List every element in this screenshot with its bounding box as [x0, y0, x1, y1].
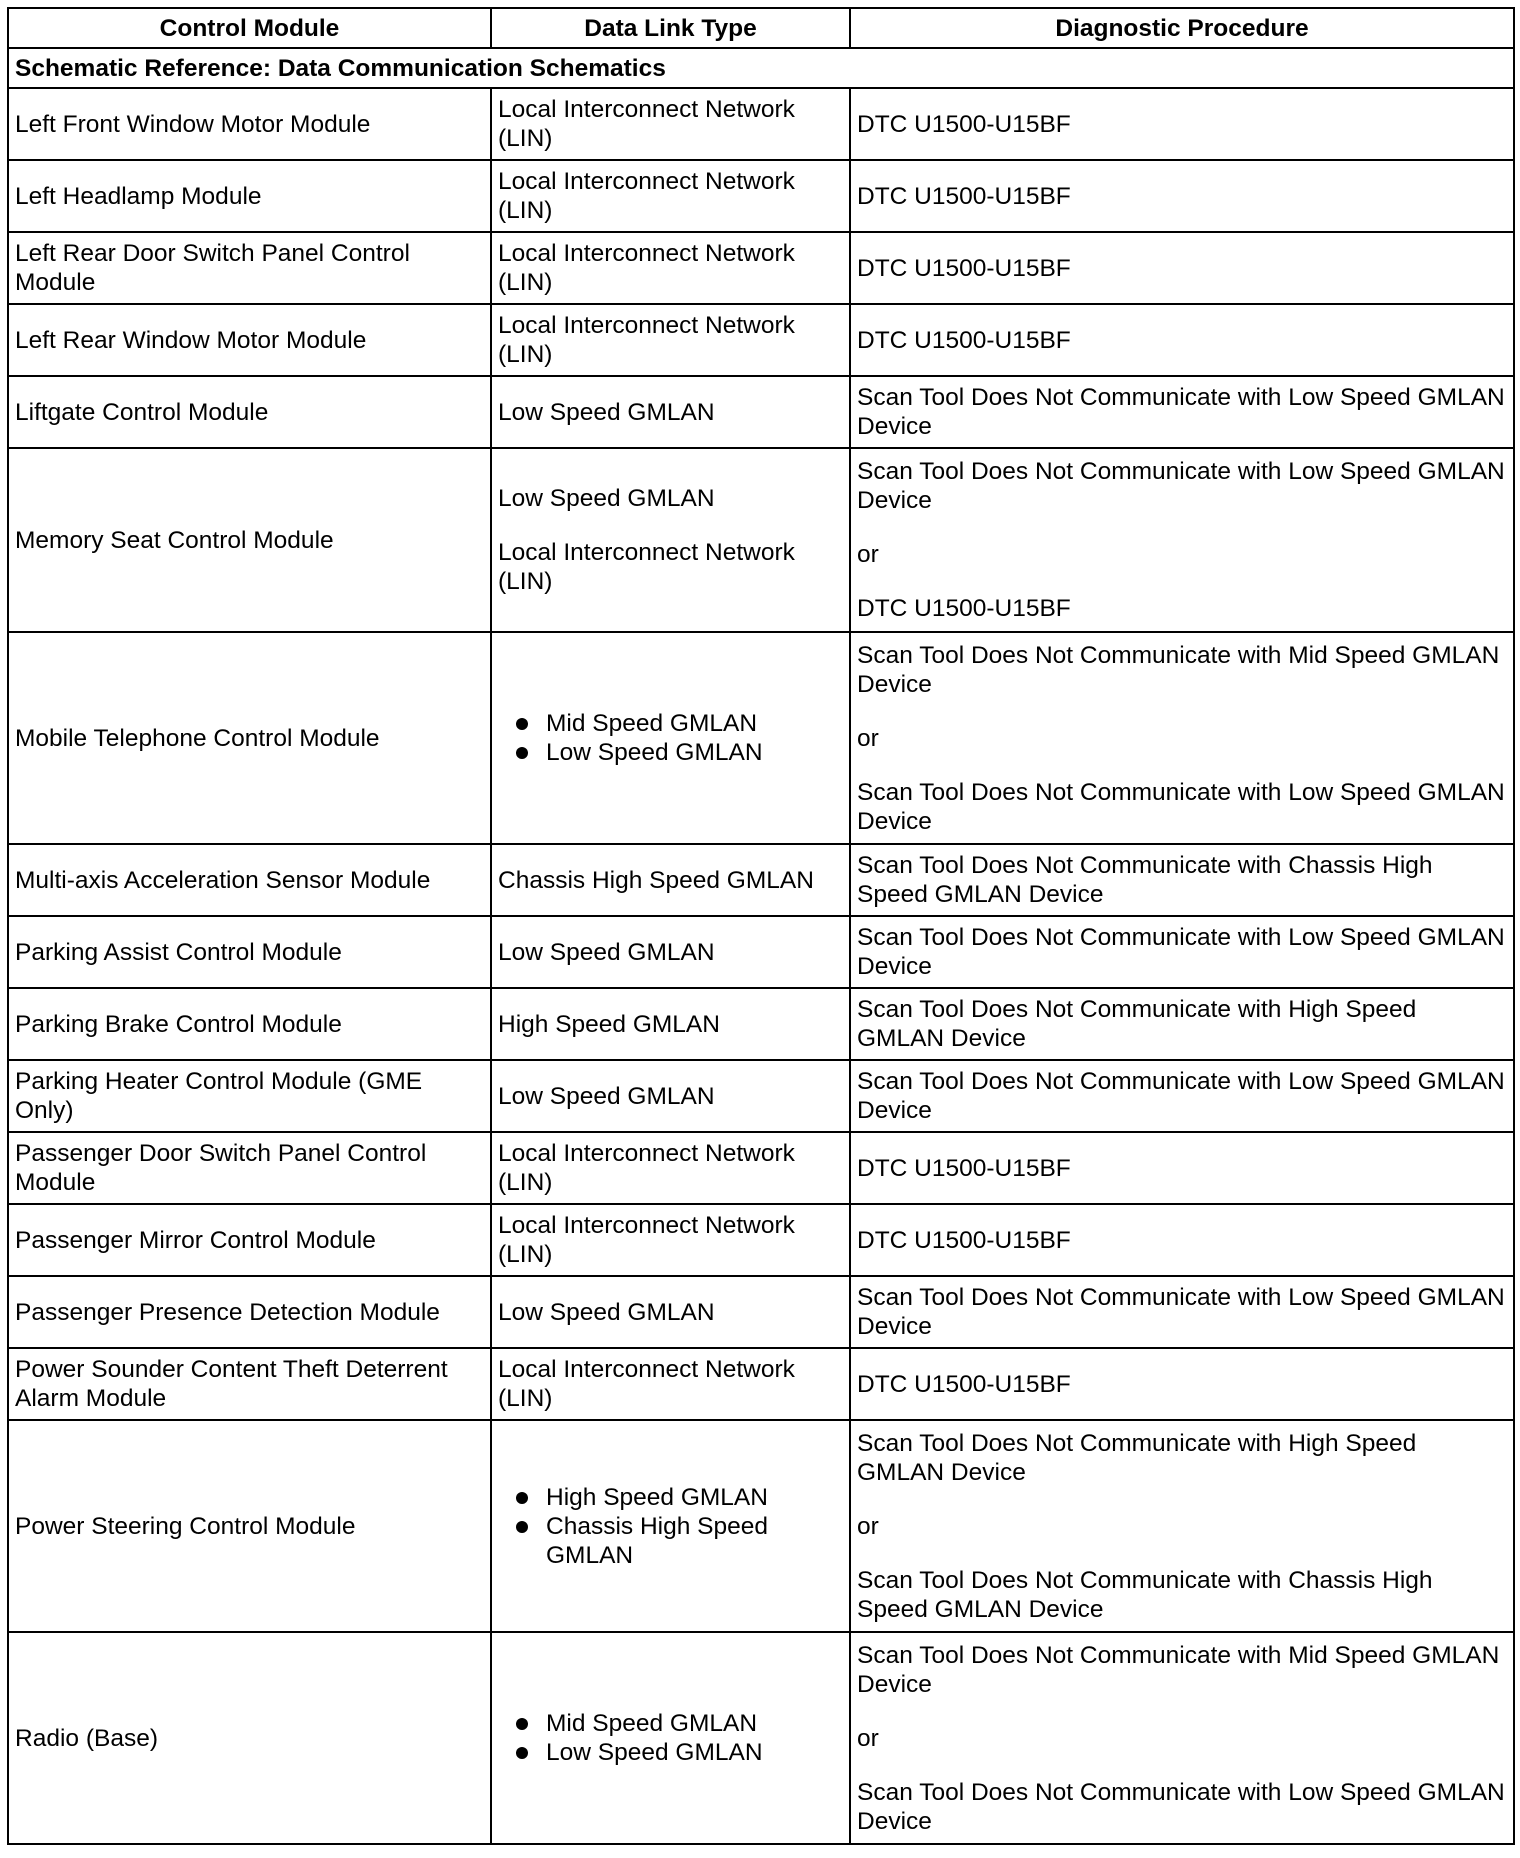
paragraph-gap: [857, 1699, 1507, 1724]
diagnostic-procedure-cell: DTC U1500-U15BF: [850, 304, 1514, 376]
control-module-cell: Parking Assist Control Module: [8, 916, 491, 988]
data-link-line: Low Speed GMLAN: [498, 485, 715, 512]
paragraph-gap: [498, 513, 843, 538]
table-row: [8, 1132, 1514, 1204]
table-row: [8, 448, 1514, 632]
control-module-cell: Left Rear Window Motor Module: [8, 304, 491, 376]
diagnostic-procedure-cell: Scan Tool Does Not Communicate with Low Speed GMLAN Device: [850, 916, 1514, 988]
data-link-type-cell: Low Speed GMLAN: [491, 1276, 850, 1348]
table-body: [8, 48, 1514, 1844]
procedure-paragraph: Scan Tool Does Not Communicate with Mid Speed GMLAN Device: [857, 641, 1500, 698]
diagnostic-procedure-cell: [850, 632, 1514, 844]
schematic-reference-row: [8, 48, 1514, 88]
header-diagnostic-procedure: Diagnostic Procedure: [850, 8, 1514, 48]
procedure-paragraph: Scan Tool Does Not Communicate with High Speed GMLAN Device: [857, 1429, 1417, 1486]
paragraph-gap: [857, 569, 1507, 594]
table-row: [8, 88, 1514, 160]
diagnostic-procedure-cell: DTC U1500-U15BF: [850, 232, 1514, 304]
data-link-type-cell: [491, 1632, 850, 1844]
table-row: [8, 1276, 1514, 1348]
paragraph-gap: [857, 753, 1507, 778]
schematic-reference: Schematic Reference: Data Communication Schematics: [8, 48, 1514, 88]
table-row: [8, 1204, 1514, 1276]
diagnostic-procedure-cell: Scan Tool Does Not Communicate with Low Speed GMLAN Device: [850, 1060, 1514, 1132]
control-module-cell: Liftgate Control Module: [8, 376, 491, 448]
procedure-paragraph: Scan Tool Does Not Communicate with Chassis High Speed GMLAN Device: [857, 1566, 1433, 1623]
table-row: [8, 988, 1514, 1060]
data-link-type-cell: Chassis High Speed GMLAN: [491, 844, 850, 916]
diagnostic-procedure-cell: DTC U1500-U15BF: [850, 1348, 1514, 1420]
paragraph-gap: [857, 699, 1507, 724]
diagnostic-procedure-cell: [850, 1420, 1514, 1632]
table-row: [8, 1632, 1514, 1844]
procedure-paragraph: Scan Tool Does Not Communicate with Low Speed GMLAN Device: [857, 1778, 1505, 1835]
data-link-bullet: Low Speed GMLAN: [498, 738, 843, 767]
table-row: [8, 304, 1514, 376]
procedure-paragraph: or: [857, 1724, 879, 1752]
control-module-cell: Left Headlamp Module: [8, 160, 491, 232]
control-module-cell: Parking Heater Control Module (GME Only): [8, 1060, 491, 1132]
control-module-cell: Radio (Base): [8, 1632, 491, 1844]
control-module-cell: Left Front Window Motor Module: [8, 88, 491, 160]
table-row: [8, 232, 1514, 304]
diagnostic-procedure-cell: [850, 1632, 1514, 1844]
control-module-cell: Multi-axis Acceleration Sensor Module: [8, 844, 491, 916]
diagnostic-procedure-cell: DTC U1500-U15BF: [850, 88, 1514, 160]
procedure-paragraph: Scan Tool Does Not Communicate with Low Speed GMLAN Device: [857, 778, 1505, 835]
data-link-type-cell: Local Interconnect Network (LIN): [491, 232, 850, 304]
data-link-type-cell: High Speed GMLAN: [491, 988, 850, 1060]
data-link-bullet: Mid Speed GMLAN: [498, 709, 843, 738]
procedure-paragraph: or: [857, 541, 879, 568]
data-link-type-cell: Local Interconnect Network (LIN): [491, 1132, 850, 1204]
data-link-bullet: Mid Speed GMLAN: [498, 1709, 843, 1738]
data-link-bullet: Chassis High Speed GMLAN: [498, 1512, 843, 1570]
data-link-line: Local Interconnect Network (LIN): [498, 539, 795, 595]
data-link-bullet-list: [498, 1483, 843, 1570]
data-link-type-cell: Low Speed GMLAN: [491, 376, 850, 448]
control-module-cell: Power Sounder Content Theft Deterrent Alarm Module: [8, 1348, 491, 1420]
data-link-type-cell: [491, 632, 850, 844]
data-link-bullet: High Speed GMLAN: [498, 1483, 843, 1512]
paragraph-gap: [857, 1541, 1507, 1566]
diagnostic-procedure-cell: Scan Tool Does Not Communicate with Low Speed GMLAN Device: [850, 1276, 1514, 1348]
control-module-cell: Mobile Telephone Control Module: [8, 632, 491, 844]
data-link-type-cell: Local Interconnect Network (LIN): [491, 1348, 850, 1420]
diagnostic-procedure-cell: Scan Tool Does Not Communicate with High Speed GMLAN Device: [850, 988, 1514, 1060]
control-module-cell: Left Rear Door Switch Panel Control Module: [8, 232, 491, 304]
table-row: [8, 844, 1514, 916]
table-header-row: [8, 8, 1514, 48]
data-link-bullet: Low Speed GMLAN: [498, 1738, 843, 1767]
diagnostic-procedure-cell: DTC U1500-U15BF: [850, 160, 1514, 232]
control-module-cell: Passenger Mirror Control Module: [8, 1204, 491, 1276]
paragraph-gap: [857, 515, 1507, 540]
table-row: [8, 1060, 1514, 1132]
control-module-cell: Passenger Presence Detection Module: [8, 1276, 491, 1348]
control-module-cell: Power Steering Control Module: [8, 1420, 491, 1632]
data-link-type-cell: [491, 1420, 850, 1632]
header-data-link-type: Data Link Type: [491, 8, 850, 48]
control-module-cell: Parking Brake Control Module: [8, 988, 491, 1060]
diagnostic-procedure-cell: DTC U1500-U15BF: [850, 1132, 1514, 1204]
procedure-paragraph: or: [857, 1512, 879, 1540]
diagnostic-procedure-cell: DTC U1500-U15BF: [850, 1204, 1514, 1276]
diagnostic-procedure-cell: [850, 448, 1514, 632]
data-link-bullet-list: [498, 709, 843, 767]
data-link-type-cell: Local Interconnect Network (LIN): [491, 160, 850, 232]
table-row: [8, 1348, 1514, 1420]
data-link-type-cell: Local Interconnect Network (LIN): [491, 88, 850, 160]
diagnostic-procedure-cell: Scan Tool Does Not Communicate with Low Speed GMLAN Device: [850, 376, 1514, 448]
table-row: [8, 916, 1514, 988]
data-link-type-cell: Local Interconnect Network (LIN): [491, 304, 850, 376]
control-module-cell: Memory Seat Control Module: [8, 448, 491, 632]
paragraph-gap: [857, 1753, 1507, 1778]
data-link-type-cell: Low Speed GMLAN: [491, 916, 850, 988]
table-row: [8, 1420, 1514, 1632]
table-row: [8, 632, 1514, 844]
procedure-paragraph: or: [857, 724, 879, 752]
diagnostic-procedure-cell: Scan Tool Does Not Communicate with Chassis High Speed GMLAN Device: [850, 844, 1514, 916]
procedure-paragraph: Scan Tool Does Not Communicate with Low Speed GMLAN Device: [857, 458, 1505, 514]
procedure-paragraph: Scan Tool Does Not Communicate with Mid Speed GMLAN Device: [857, 1641, 1500, 1698]
data-link-type-cell: Low Speed GMLAN: [491, 1060, 850, 1132]
data-link-type-cell: [491, 448, 850, 632]
table-row: [8, 160, 1514, 232]
control-module-table: [7, 7, 1515, 1845]
control-module-cell: Passenger Door Switch Panel Control Module: [8, 1132, 491, 1204]
paragraph-gap: [857, 1487, 1507, 1512]
header-control-module: Control Module: [8, 8, 491, 48]
data-link-bullet-list: [498, 1709, 843, 1767]
data-link-type-cell: Local Interconnect Network (LIN): [491, 1204, 850, 1276]
procedure-paragraph: DTC U1500-U15BF: [857, 595, 1071, 622]
table-row: [8, 376, 1514, 448]
